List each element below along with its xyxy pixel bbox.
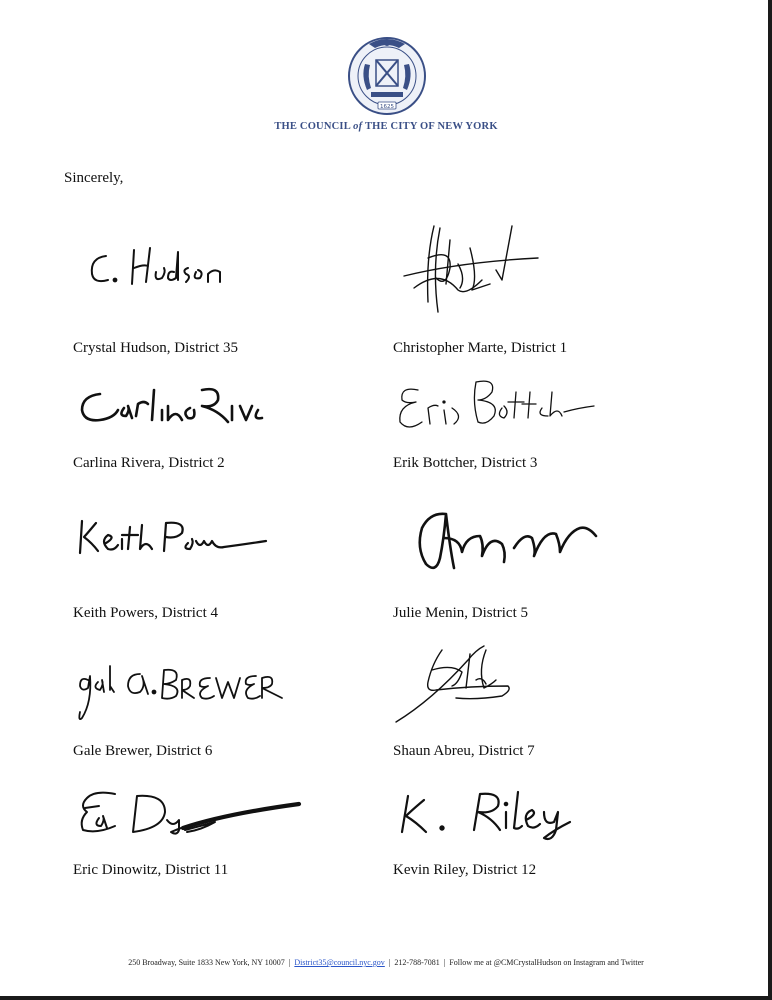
signature-kevin-riley	[394, 786, 579, 844]
closing-sincerely: Sincerely,	[64, 170, 124, 186]
signatory-name: Carlina Rivera, District 2	[73, 455, 225, 471]
signature-erik-bottcher	[392, 372, 597, 436]
footer-phone: 212-788-7081	[394, 958, 440, 967]
nyc-council-seal-icon	[347, 30, 427, 116]
signature-christopher-marte	[400, 218, 545, 318]
signatory-name: Crystal Hudson, District 35	[73, 340, 238, 356]
signatory-name: Eric Dinowitz, District 11	[73, 862, 229, 878]
signatory-name: Erik Bottcher, District 3	[393, 455, 538, 471]
signature-crystal-hudson	[84, 238, 234, 298]
signature-julie-menin	[410, 508, 605, 578]
signatory-name: Kevin Riley, District 12	[393, 862, 537, 878]
signature-shaun-abreu	[392, 640, 522, 725]
footer-separator: |	[443, 958, 446, 967]
letter-footer	[0, 958, 772, 967]
footer-separator: |	[388, 958, 391, 967]
signatory-name: Gale Brewer, District 6	[73, 743, 213, 759]
signature-eric-dinowitz	[75, 786, 305, 838]
footer-email-link[interactable]: District35@council.nyc.gov	[294, 958, 385, 967]
footer-social: Follow me at @CMCrystalHudson on Instagram and Twitter	[449, 958, 644, 967]
signature-keith-powers	[76, 515, 271, 565]
signatory-name: Shaun Abreu, District 7	[393, 743, 535, 759]
signatory-name: Christopher Marte, District 1	[393, 340, 568, 356]
signatory-name: Julie Menin, District 5	[393, 605, 528, 621]
signatory-name: Keith Powers, District 4	[73, 605, 218, 621]
svg-text:1625: 1625	[380, 103, 394, 110]
footer-separator: |	[288, 958, 291, 967]
council-letterhead-title: THE COUNCIL of THE CITY OF NEW YORK	[274, 121, 498, 132]
signature-carlina-rivera	[78, 380, 268, 430]
signature-gale-brewer	[70, 652, 285, 724]
footer-address: 250 Broadway, Suite 1833 New York, NY 10007	[128, 958, 285, 967]
